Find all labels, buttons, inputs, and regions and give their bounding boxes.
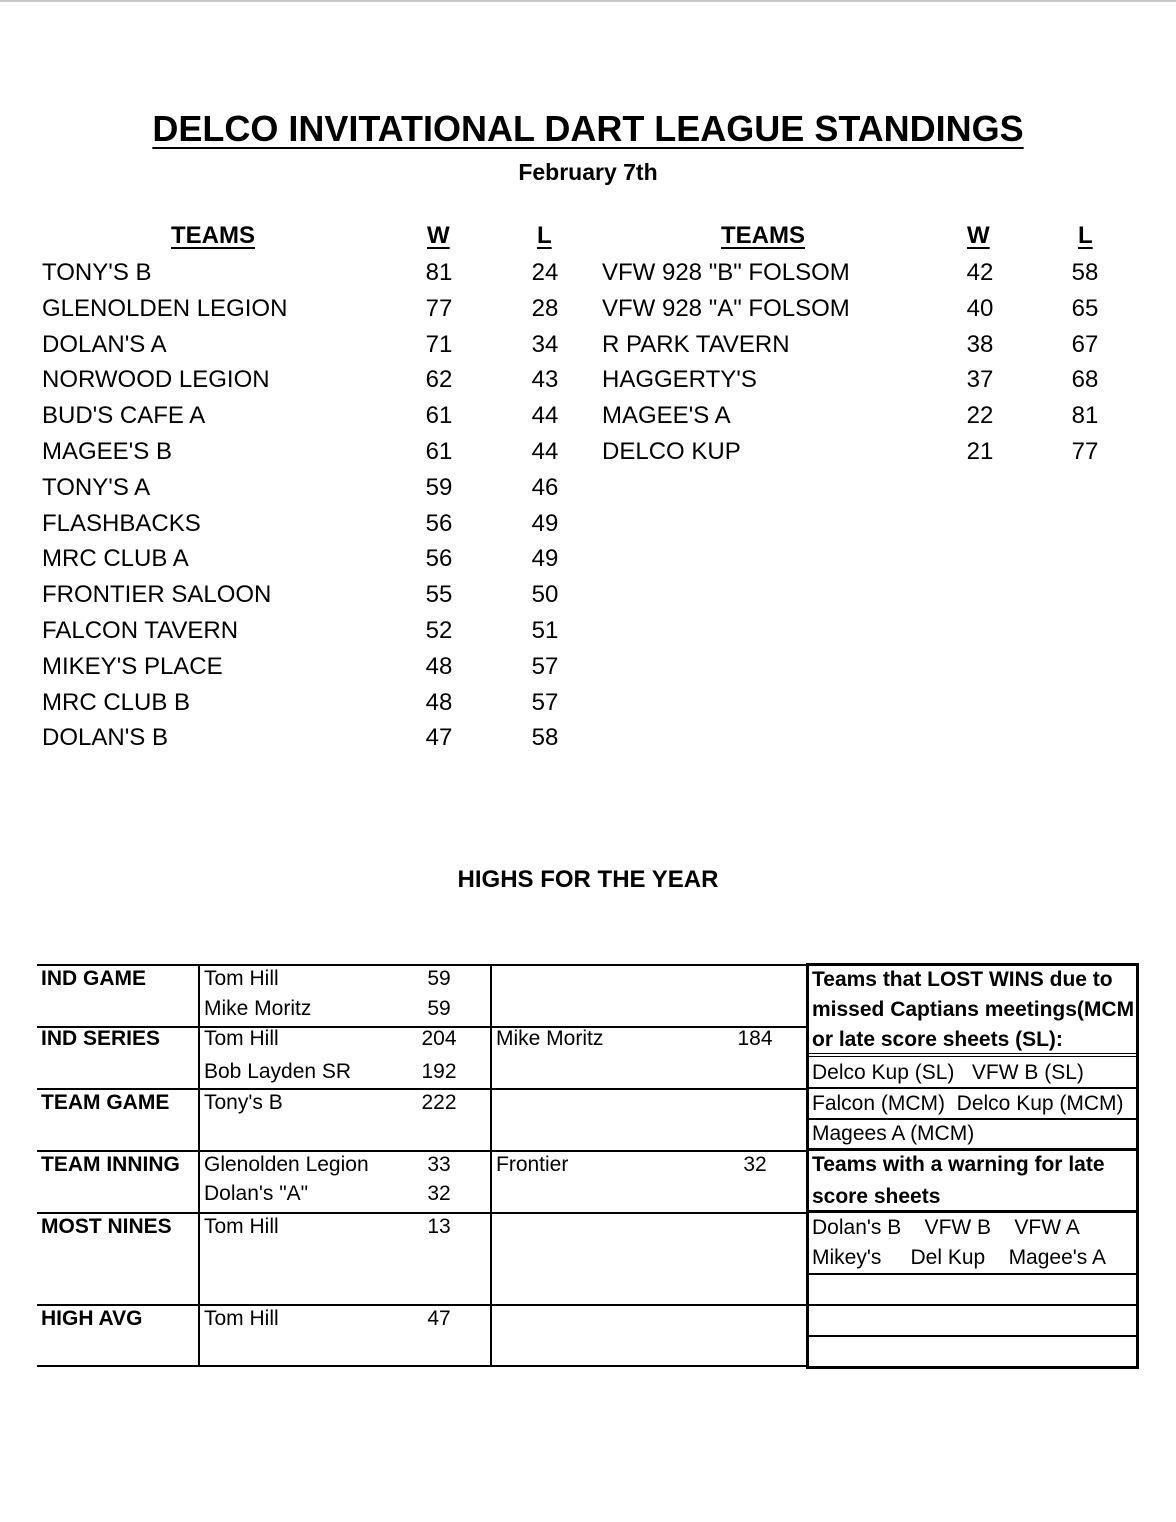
ind-series-label: IND SERIES [41, 1027, 161, 1050]
team-inning-extra-score: 32 [743, 1153, 767, 1176]
ind-series-name: Tom Hill [204, 1027, 279, 1050]
team-name: FRONTIER SALOON [42, 581, 272, 609]
l-header-right: L [1078, 222, 1093, 249]
losses: 77 [1071, 437, 1099, 465]
wins: 59 [425, 473, 453, 501]
team-name: MAGEE'S A [602, 402, 731, 430]
losses: 67 [1071, 330, 1099, 358]
wins: 81 [425, 259, 453, 286]
losses: 46 [531, 473, 559, 501]
wins: 56 [425, 545, 453, 573]
losses: 65 [1071, 294, 1099, 322]
team-game-score: 222 [421, 1091, 457, 1114]
losses: 58 [1071, 259, 1099, 286]
ind-series-score: 192 [421, 1060, 457, 1083]
page-title: DELCO INVITATIONAL DART LEAGUE STANDINGS [152, 108, 1024, 149]
notes-clip [809, 966, 1136, 1366]
standing-row [0, 649, 600, 685]
ind-game-label: IND GAME [41, 967, 146, 990]
warning-line: Mikey's Del Kup Magee's A [812, 1246, 1106, 1269]
ind-game-score: 59 [427, 967, 451, 990]
losses: 49 [531, 509, 559, 537]
warning-line: Dolan's B VFW B VFW A [812, 1216, 1080, 1239]
standing-row [0, 398, 1176, 434]
losses: 51 [531, 616, 559, 644]
team-name: MAGEE'S B [42, 437, 172, 465]
wins: 47 [425, 724, 453, 752]
team-name: HAGGERTY'S [602, 366, 757, 394]
lost-wins-line: Falcon (MCM) Delco Kup (MCM) [812, 1092, 1124, 1115]
ind-series-extra-name: Mike Moritz [496, 1027, 604, 1050]
w-header-left: W [427, 222, 450, 249]
losses: 44 [531, 437, 559, 465]
standing-row [0, 577, 600, 613]
losses: 49 [531, 545, 559, 573]
team-name: MRC CLUB B [42, 688, 191, 716]
standing-row [0, 291, 1176, 327]
standing-row [0, 434, 1176, 470]
team-inning-extra-name: Frontier [496, 1153, 569, 1176]
ind-series-score: 204 [421, 1027, 457, 1050]
standing-row [0, 255, 1176, 291]
ind-series-extra-score: 184 [737, 1027, 773, 1050]
team-name: MRC CLUB A [42, 545, 189, 573]
team-name: GLENOLDEN LEGION [42, 294, 288, 322]
team-game-name: Tony's B [204, 1091, 283, 1114]
losses: 81 [1071, 402, 1099, 430]
standing-row [0, 685, 600, 721]
divider [198, 964, 200, 1367]
lost-wins-line: Magees A (MCM) [812, 1122, 975, 1145]
team-name: R PARK TAVERN [602, 330, 790, 358]
ind-game-score: 59 [427, 997, 451, 1020]
high-avg-label: HIGH AVG [41, 1307, 143, 1330]
standing-row [0, 362, 1176, 398]
teams-header-left: TEAMS [171, 222, 255, 249]
most-nines-name: Tom Hill [204, 1215, 279, 1238]
losses: 58 [531, 724, 559, 752]
wins: 77 [425, 294, 453, 322]
lost-wins-line: Delco Kup (SL) VFW B (SL) [812, 1061, 1084, 1084]
wins: 37 [966, 366, 994, 394]
standing-row [0, 327, 1176, 363]
losses: 57 [531, 688, 559, 716]
warning-header: Teams with a warning for late [812, 1153, 1105, 1176]
losses: 44 [531, 402, 559, 430]
standings-right [0, 255, 1176, 470]
team-inning-score: 32 [427, 1182, 451, 1205]
team-name: MIKEY'S PLACE [42, 652, 223, 680]
standing-row [0, 541, 600, 577]
high-avg-score: 47 [427, 1307, 451, 1330]
team-name: DELCO KUP [602, 437, 741, 465]
team-game-label: TEAM GAME [41, 1091, 170, 1114]
wins: 40 [966, 294, 994, 322]
high-avg-name: Tom Hill [204, 1307, 279, 1330]
standing-row [0, 506, 600, 542]
wins: 42 [966, 259, 994, 286]
team-name: FLASHBACKS [42, 509, 201, 537]
ind-game-name: Tom Hill [204, 967, 279, 990]
team-name: VFW 928 "B" FOLSOM [602, 259, 850, 286]
team-inning-score: 33 [427, 1153, 451, 1176]
teams-header-right: TEAMS [721, 222, 805, 249]
ind-game-name: Mike Moritz [204, 997, 312, 1020]
wins: 71 [425, 330, 453, 358]
wins: 48 [425, 688, 453, 716]
most-nines-label: MOST NINES [41, 1215, 172, 1238]
team-inning-label: TEAM INNING [41, 1153, 180, 1176]
losses: 34 [531, 330, 559, 358]
wins: 62 [425, 366, 453, 394]
page-date: February 7th [518, 159, 658, 185]
losses: 68 [1071, 366, 1099, 394]
team-name: DOLAN'S A [42, 330, 167, 358]
losses: 50 [531, 581, 559, 609]
lost-wins-header: or late score sheets (SL): [812, 1028, 1063, 1051]
warning-header: score sheets [812, 1185, 941, 1208]
wins: 56 [425, 509, 453, 537]
losses: 24 [531, 259, 559, 286]
divider [1136, 963, 1139, 1369]
losses: 43 [531, 366, 559, 394]
lost-wins-header: Teams that LOST WINS due to [812, 968, 1113, 991]
team-name: VFW 928 "A" FOLSOM [602, 294, 850, 322]
w-header-right: W [967, 222, 990, 249]
team-inning-name: Glenolden Legion [204, 1153, 369, 1176]
wins: 61 [425, 437, 453, 465]
team-inning-name: Dolan's "A" [204, 1182, 309, 1205]
losses: 57 [531, 652, 559, 680]
highs-title: HIGHS FOR THE YEAR [457, 866, 719, 893]
wins: 52 [425, 616, 453, 644]
wins: 55 [425, 581, 453, 609]
wins: 38 [966, 330, 994, 358]
most-nines-score: 13 [427, 1215, 451, 1238]
standing-row [0, 720, 600, 756]
team-name: DOLAN'S B [42, 724, 168, 752]
ind-series-name: Bob Layden SR [204, 1060, 352, 1083]
losses: 28 [531, 294, 559, 322]
divider [806, 1366, 1139, 1369]
lost-wins-header: missed Captians meetings(MCM [812, 998, 1135, 1021]
team-name: TONY'S B [42, 259, 152, 286]
divider [490, 964, 492, 1367]
team-name: FALCON TAVERN [42, 616, 239, 644]
wins: 21 [966, 437, 994, 465]
team-name: NORWOOD LEGION [42, 366, 270, 394]
team-name: TONY'S A [42, 473, 151, 501]
top-border [0, 0, 1176, 2]
standing-row [0, 470, 600, 506]
team-name: BUD'S CAFE A [42, 402, 206, 430]
wins: 61 [425, 402, 453, 430]
wins: 22 [966, 402, 994, 430]
standing-row [0, 613, 600, 649]
l-header-left: L [537, 222, 552, 249]
divider [37, 1365, 808, 1367]
wins: 48 [425, 652, 453, 680]
